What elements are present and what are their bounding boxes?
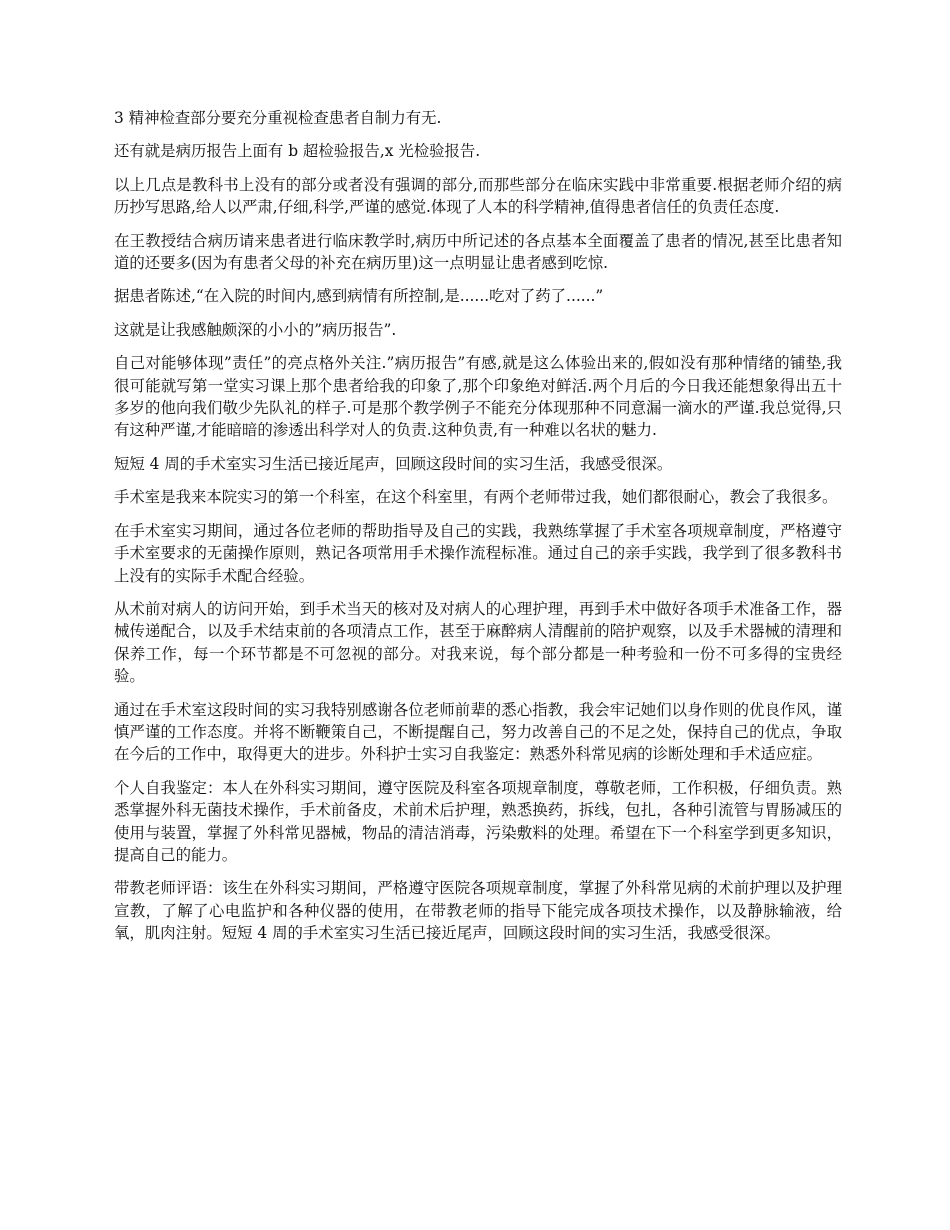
paragraph-responsibility: 自己对能够体现”责任”的亮点格外关注.”病历报告”有感,就是这么体验出来的,假如没有那种情绪的铺垫,我很可能就写第一堂实习课上那个患者给我的印象了,那个印象绝对鲜活.两个月后的今日我还能想象得出五十多岁的他向我们敬少先队礼的样子.可是那个教学例子不能充分体现那种不同意漏一滴水的严谨.我总觉得,只有这种严谨,才能暗暗的渗透出科学对人的负责.这种负责,有一种难以名状的魅力. xyxy=(114,354,842,440)
paragraph-gratitude: 通过在手术室这段时间的实习我特别感谢各位老师前辈的悉心指教，我会牢记她们以身作则的优良作风，谨慎严谨的工作态度。并将不断鞭策自己，不断提醒自己，努力改善自己的不足之处，保持自己的优点，争取在今后的工作中，取得更大的进步。外科护士实习自我鉴定：熟悉外科常见病的诊断处理和手术适应症。 xyxy=(114,700,842,764)
paragraph-or-practice: 在手术室实习期间，通过各位老师的帮助指导及自己的实践，我熟练掌握了手术室各项规章制度，严格遵守手术室要求的无菌操作原则，熟记各项常用手术操作流程标准。通过自己的亲手实践，我学到了很多教科书上没有的实际手术配合经验。 xyxy=(114,521,842,585)
paragraph-first-department: 手术室是我来本院实习的第一个科室，在这个科室里，有两个老师带过我，她们都很耐心，教会了我很多。 xyxy=(114,488,838,507)
paragraph-report-impression: 这就是让我感触颇深的小小的”病历报告”. xyxy=(114,320,397,339)
document-body xyxy=(114,107,842,956)
paragraph-clinical-importance: 以上几点是教科书上没有的部分或者没有强调的部分,而那些部分在临床实践中非常重要.根据老师介绍的病历抄写思路,给人以严肃,仔细,科学,严谨的感觉.体现了人本的科学精神,值得患者信任的负责任态度. xyxy=(114,175,842,217)
paragraph-teacher-comment: 带教老师评语：该生在外科实习期间，严格遵守医院各项规章制度，掌握了外科常见病的术前护理以及护理宣教，了解了心电监护和各种仪器的使用，在带教老师的指导下能完成各项技术操作，以及静脉输液，给氧，肌肉注射。短短 4 周的手术室实习生活已接近尾声，回顾这段时间的实习生活，我感受很深。 xyxy=(114,879,842,943)
paragraph-internship-ending: 短短 4 周的手术室实习生活已接近尾声，回顾这段时间的实习生活，我感受很深。 xyxy=(114,454,673,473)
paragraph-mental-exam: 3 精神检查部分要充分重视检查患者自制力有无. xyxy=(114,109,442,127)
paragraph-professor-teaching: 在王教授结合病历请来患者进行临床教学时,病历中所记述的各点基本全面覆盖了患者的情况,甚至比患者知道的还要多(因为有患者父母的补充在病历里)这一点明显让患者感到吃惊. xyxy=(114,231,842,273)
paragraph-surgical-workflow: 从术前对病人的访问开始，到手术当天的核对及对病人的心理护理，再到手术中做好各项手术准备工作，器械传递配合，以及手术结束前的各项清点工作，甚至于麻醉病人清醒前的陪护观察，以及手术器械的清理和保养工作，每一个环节都是不可忽视的部分。对我来说，每个部分都是一种考验和一份不可多得的宝贵经验。 xyxy=(114,599,842,686)
paragraph-self-assessment: 个人自我鉴定：本人在外科实习期间，遵守医院及科室各项规章制度，尊敬老师，工作积极，仔细负责。熟悉掌握外科无菌技术操作，手术前备皮，术前术后护理，熟悉换药，拆线，包扎，各种引流管与胃肠减压的使用与装置，掌握了外科常见器械，物品的清洁消毒，污染敷料的处理。希望在下一个科室学到更多知识，提高自己的能力。 xyxy=(114,778,842,864)
paragraph-report-attachments: 还有就是病历报告上面有 b 超检验报告,x 光检验报告. xyxy=(114,142,481,161)
paragraph-patient-statement: 据患者陈述,“在入院的时间内,感到病情有所控制,是......吃对了药了......” xyxy=(114,287,604,306)
